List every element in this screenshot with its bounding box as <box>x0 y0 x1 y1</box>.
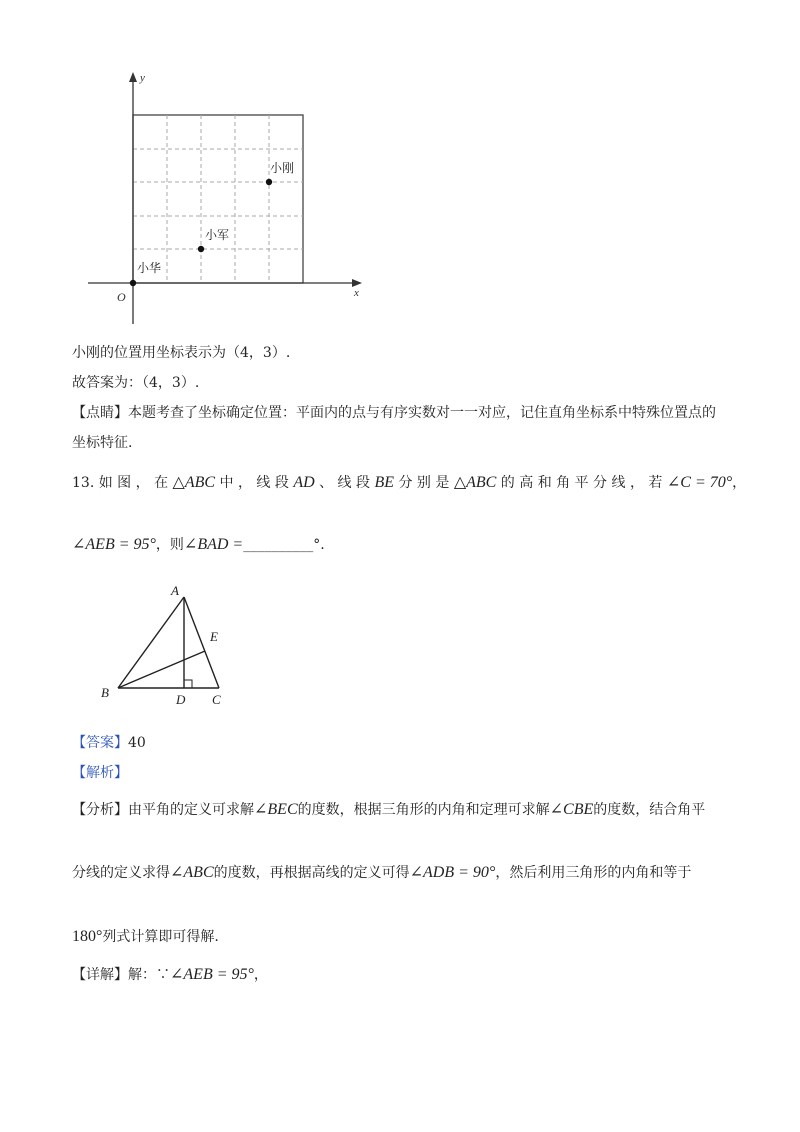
vertex-a-label: A <box>171 583 179 598</box>
q13-text: 中 ， 线 段 <box>215 475 294 491</box>
point-e-label: E <box>210 629 218 644</box>
xiangjie-text: 解：∵ <box>128 967 170 983</box>
point-xiaojun <box>198 246 204 252</box>
coordinate-grid-figure <box>80 66 380 331</box>
triangle-abc-1: △ABC <box>172 474 216 491</box>
question-13-line1 <box>72 474 746 492</box>
question-13-line2 <box>72 536 325 554</box>
fenxi-text: 由平角的定义可求解 <box>128 802 254 818</box>
q13-text: ， <box>732 475 747 491</box>
answer-blank: __________ <box>243 537 314 553</box>
y-axis-label: y <box>140 72 145 84</box>
point-xiaogang-label: 小刚 <box>270 161 295 175</box>
fenxi-line2 <box>72 864 691 882</box>
vertex-c-label: C <box>212 692 221 707</box>
dianjing-body: 本题考查了坐标确定位置：平面内的点与有序实数对一一对应，记住直角坐标系中特殊位置点的 <box>128 405 716 421</box>
fenxi-line3 <box>72 928 219 946</box>
angle-bec: ∠BEC <box>254 801 298 818</box>
fenxi-text: 列式计算即可得解. <box>102 929 219 945</box>
angle-adb: ∠ADB = 90° <box>409 864 496 881</box>
xiangjie-tag: 【详解】 <box>72 967 128 983</box>
angle-aeb-2: ∠AEB = 95° <box>170 966 254 983</box>
angle-aeb: ∠AEB = 95° <box>72 536 156 553</box>
grid-border <box>133 115 303 283</box>
answer-tag: 【答案】 <box>72 735 128 751</box>
q13-text: 分 别 是 <box>394 475 454 491</box>
xiangjie-line <box>72 966 268 984</box>
point-xiaojun-label: 小军 <box>205 228 230 242</box>
q13-text: ，则 <box>155 537 184 553</box>
point-xiaohua <box>130 280 136 286</box>
fenxi-text: 的度数，再根据高线的定义可得 <box>213 865 410 881</box>
triangle-figure <box>98 580 238 710</box>
fenxi-text: ，然后利用三角形的内角和等于 <box>495 865 692 881</box>
angle-bad: ∠BAD = <box>183 536 244 553</box>
dianjing-line <box>72 404 716 422</box>
x-axis-arrow <box>352 279 362 287</box>
fenxi-text: 分线的定义求得 <box>72 865 170 881</box>
angle-c: ∠C = 70° <box>666 474 733 491</box>
segment-ad: AD <box>293 474 315 491</box>
fenxi-text: 的度数，根据三角形的内角和定理可求解 <box>297 802 550 818</box>
x-axis-label: x <box>354 287 359 299</box>
value-180: 180° <box>72 928 103 945</box>
answer-line-final: 故答案为：（4，3）. <box>72 375 200 391</box>
angle-abc: ∠ABC <box>170 864 214 881</box>
answer-value: 40 <box>128 735 146 751</box>
y-axis-arrow <box>129 72 137 82</box>
fenxi-text: 的度数，结合角平 <box>593 802 706 818</box>
dianjing-tag: 【点睛】 <box>72 405 128 421</box>
q13-text: 13. 如 图 ， 在 <box>72 475 173 491</box>
segment-be: BE <box>374 474 394 491</box>
grid-dashed-lines <box>133 115 303 283</box>
q13-text: 、 线 段 <box>314 475 375 491</box>
right-angle-mark <box>184 680 192 688</box>
answer-section <box>72 734 146 752</box>
point-xiaohua-label: 小华 <box>137 261 162 275</box>
dianjing-cont: 坐标特征. <box>72 435 133 451</box>
q13-text: 的 高 和 角 平 分 线 ， 若 <box>496 475 667 491</box>
vertex-d-label: D <box>176 692 186 707</box>
fenxi-tag: 【分析】 <box>72 802 128 818</box>
point-xiaogang <box>266 179 272 185</box>
q13-text: °. <box>313 537 325 553</box>
fenxi-line1 <box>72 801 705 819</box>
angle-cbe: ∠CBE <box>549 801 594 818</box>
triangle-abc-2: △ABC <box>453 474 497 491</box>
answer-line-coordinate: 小刚的位置用坐标表示为（4，3）. <box>72 345 291 361</box>
jiexi-tag: 【解析】 <box>72 765 128 781</box>
xiangjie-text: ， <box>253 967 268 983</box>
vertex-b-label: B <box>101 685 109 700</box>
origin-label: O <box>117 290 126 304</box>
